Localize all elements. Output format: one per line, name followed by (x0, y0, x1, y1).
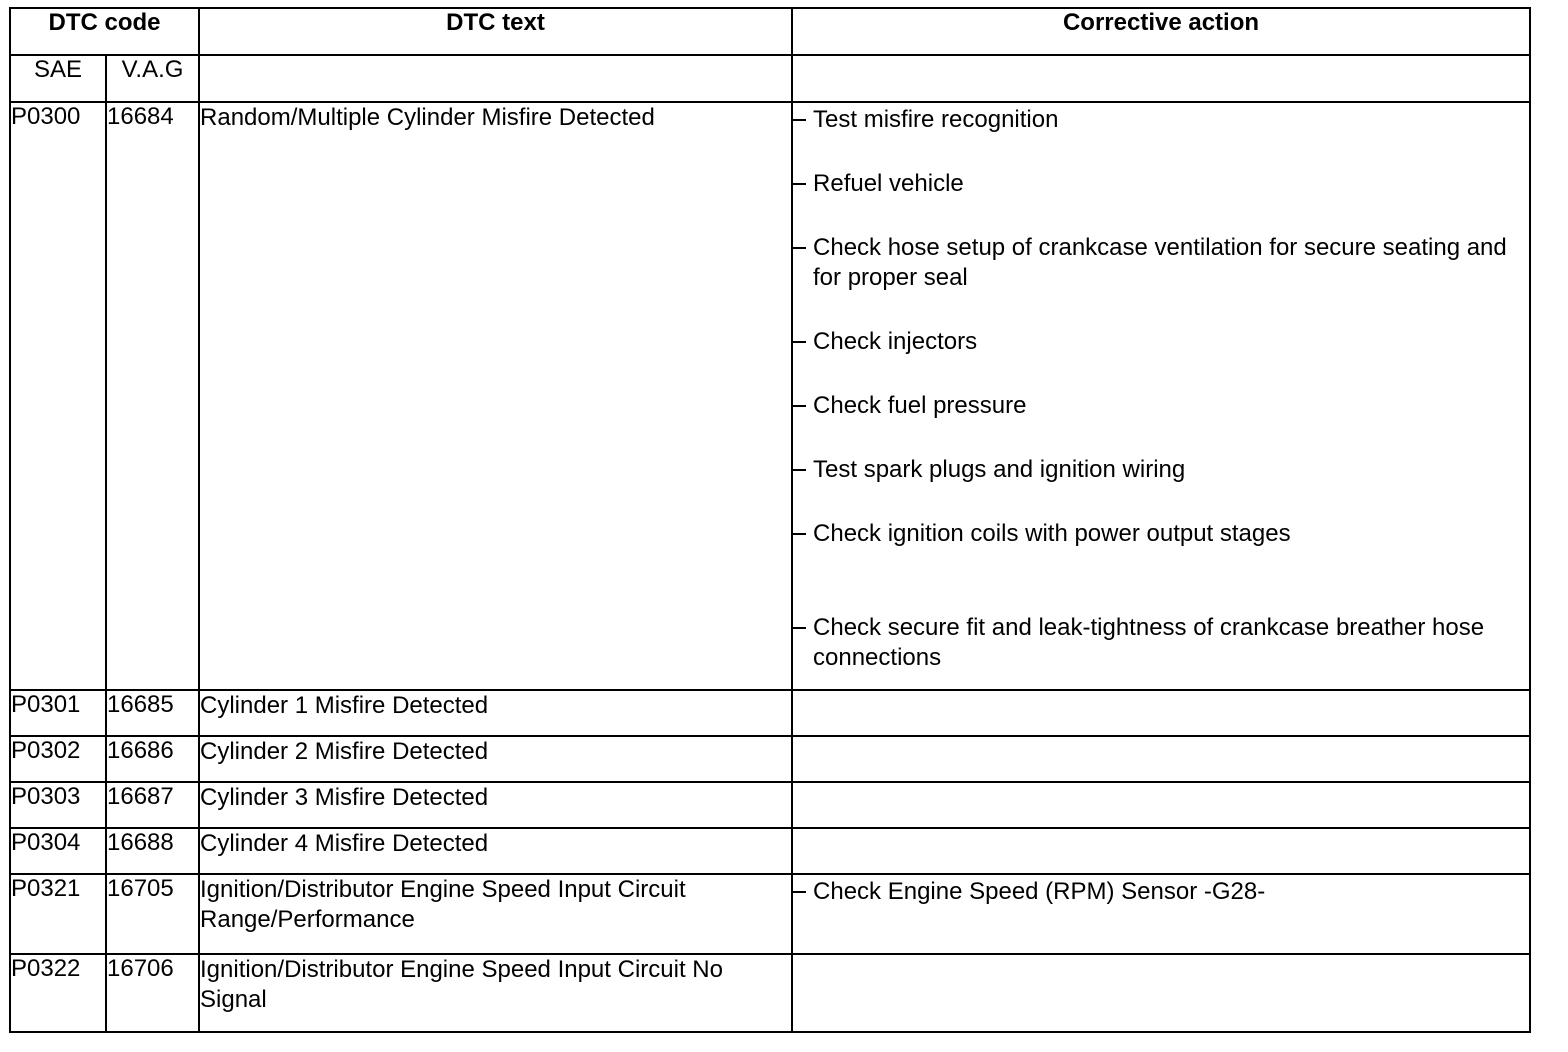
dash-icon (793, 469, 806, 471)
vag-code: 16685 (106, 690, 199, 736)
table-row (10, 736, 1530, 782)
action-item: Refuel vehicle (793, 169, 1529, 199)
action-item: Check ignition coils with power output stages (793, 519, 1529, 549)
action-item: Test spark plugs and ignition wiring (793, 455, 1529, 485)
sae-code: P0301 (10, 690, 106, 736)
vag-code: 16688 (106, 828, 199, 874)
action-item: Check Engine Speed (RPM) Sensor -G28- (793, 877, 1529, 907)
sae-code: P0322 (10, 954, 106, 1032)
corrective-actions (792, 874, 1530, 954)
dash-icon (793, 891, 806, 893)
header-corrective-action: Corrective action (792, 8, 1530, 55)
header-dtc-text: DTC text (199, 8, 792, 55)
dash-icon (793, 405, 806, 407)
dtc-text: Cylinder 2 Misfire Detected (199, 736, 792, 782)
table-row (10, 954, 1530, 1032)
action-item: Test misfire recognition (793, 105, 1529, 135)
dash-icon (793, 341, 806, 343)
action-item: Check secure fit and leak-tightness of crankcase breather hose connections (793, 613, 1529, 673)
action-item: Check hose setup of crankcase ventilation for secure seating and for proper seal (793, 233, 1529, 293)
dtc-table (9, 7, 1531, 1033)
sae-code: P0321 (10, 874, 106, 954)
table-row (10, 102, 1530, 690)
dtc-text: Ignition/Distributor Engine Speed Input Circuit No Signal (199, 954, 792, 1032)
table-row (10, 828, 1530, 874)
sae-code: P0302 (10, 736, 106, 782)
table-row (10, 782, 1530, 828)
vag-code: 16684 (106, 102, 199, 690)
header-vag: V.A.G (106, 55, 199, 102)
dash-icon (793, 183, 806, 185)
dtc-text: Cylinder 4 Misfire Detected (199, 828, 792, 874)
action-item: Check fuel pressure (793, 391, 1529, 421)
dtc-text: Ignition/Distributor Engine Speed Input Circuit Range/Performance (199, 874, 792, 954)
header-sae: SAE (10, 55, 106, 102)
action-item: Check injectors (793, 327, 1529, 357)
dash-icon (793, 627, 806, 629)
vag-code: 16686 (106, 736, 199, 782)
subheader-row (10, 55, 1530, 102)
table-row (10, 690, 1530, 736)
dash-icon (793, 247, 806, 249)
vag-code: 16705 (106, 874, 199, 954)
vag-code: 16687 (106, 782, 199, 828)
corrective-actions (792, 102, 1530, 690)
header-row (10, 8, 1530, 55)
table-row (10, 874, 1530, 954)
dash-icon (793, 119, 806, 121)
sae-code: P0304 (10, 828, 106, 874)
vag-code: 16706 (106, 954, 199, 1032)
sae-code: P0303 (10, 782, 106, 828)
dash-icon (793, 533, 806, 535)
header-dtc-code: DTC code (10, 8, 199, 55)
dtc-text: Cylinder 3 Misfire Detected (199, 782, 792, 828)
dtc-text: Cylinder 1 Misfire Detected (199, 690, 792, 736)
dtc-text: Random/Multiple Cylinder Misfire Detected (199, 102, 792, 690)
sae-code: P0300 (10, 102, 106, 690)
